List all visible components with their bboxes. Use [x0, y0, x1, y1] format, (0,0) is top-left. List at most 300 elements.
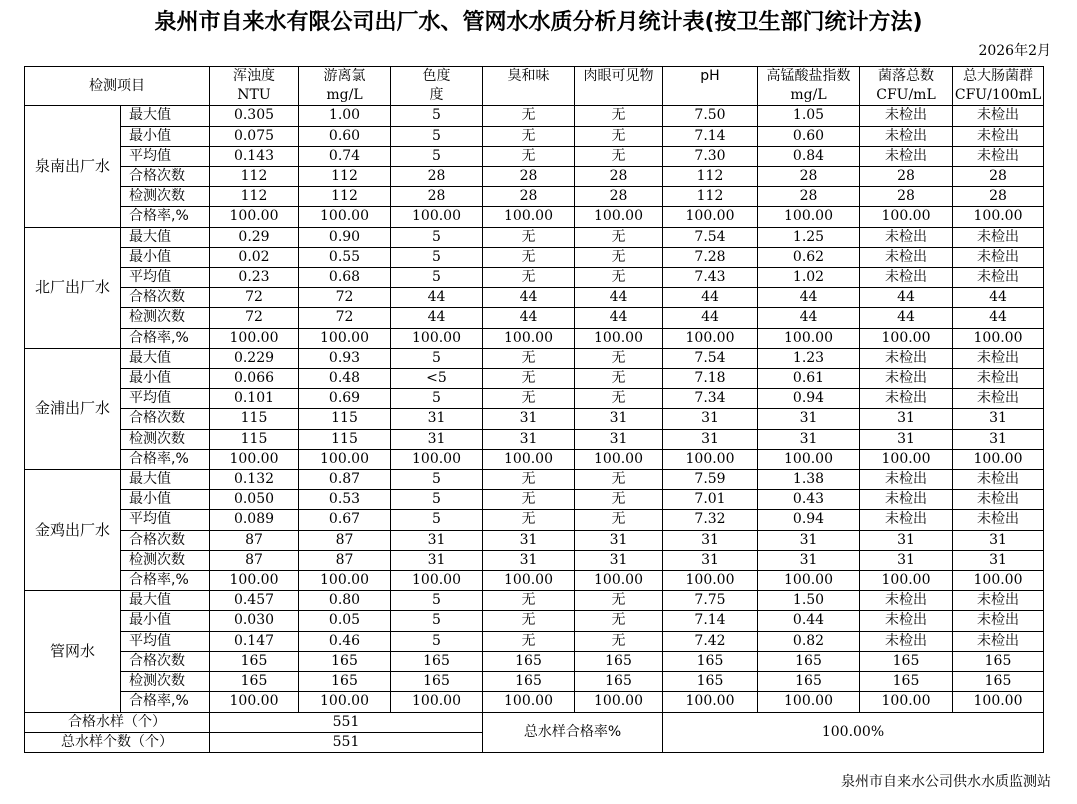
total-samples-value: 551	[210, 732, 483, 752]
data-cell: 未检出	[860, 227, 953, 247]
data-cell: 无	[483, 470, 575, 490]
data-cell: 5	[391, 126, 483, 146]
data-cell: 无	[575, 247, 663, 267]
data-cell: 0.62	[758, 247, 860, 267]
data-cell: 28	[953, 167, 1044, 187]
data-cell: 未检出	[953, 227, 1044, 247]
data-cell: 无	[575, 510, 663, 530]
data-cell: 7.43	[663, 268, 758, 288]
table-row	[25, 167, 1044, 187]
row-label: 检测次数	[121, 308, 210, 328]
data-cell: 100.00	[391, 449, 483, 469]
data-cell: 0.23	[210, 268, 299, 288]
data-cell: 44	[483, 308, 575, 328]
data-cell: 100.00	[860, 692, 953, 712]
data-cell: 未检出	[860, 470, 953, 490]
row-label: 最小值	[121, 490, 210, 510]
footer-station: 泉州市自来水公司供水水质监测站	[841, 774, 1051, 790]
data-cell: 100.00	[299, 207, 391, 227]
data-cell: 0.90	[299, 227, 391, 247]
data-cell: 31	[391, 530, 483, 550]
data-cell: 5	[391, 227, 483, 247]
table-row	[25, 288, 1044, 308]
row-label: 最大值	[121, 227, 210, 247]
data-cell: 100.00	[575, 449, 663, 469]
data-cell: 0.02	[210, 247, 299, 267]
data-cell: 112	[299, 167, 391, 187]
col-unit-odor	[483, 86, 575, 106]
data-cell: 31	[575, 550, 663, 570]
data-cell: 112	[663, 167, 758, 187]
table-row	[25, 490, 1044, 510]
data-cell: 100.00	[391, 692, 483, 712]
summary-row-qualified	[25, 712, 1044, 732]
data-cell: 无	[483, 227, 575, 247]
data-cell: 无	[575, 227, 663, 247]
data-cell: 无	[483, 631, 575, 651]
col-unit-turbidity: NTU	[210, 86, 299, 106]
data-cell: 44	[953, 288, 1044, 308]
table-row	[25, 207, 1044, 227]
data-cell: 7.30	[663, 146, 758, 166]
data-cell: 28	[483, 167, 575, 187]
data-cell: 165	[758, 672, 860, 692]
data-cell: 0.229	[210, 348, 299, 368]
data-cell: 72	[299, 308, 391, 328]
data-cell: 0.82	[758, 631, 860, 651]
table-row	[25, 571, 1044, 591]
data-cell: 100.00	[210, 207, 299, 227]
data-cell: 31	[575, 530, 663, 550]
data-cell: 未检出	[953, 369, 1044, 389]
col-header-visible-matter: 肉眼可见物	[575, 67, 663, 87]
data-cell: 31	[663, 429, 758, 449]
col-header-ph: pH	[663, 67, 758, 87]
data-cell: 165	[860, 651, 953, 671]
table-row	[25, 369, 1044, 389]
data-cell: 0.066	[210, 369, 299, 389]
data-cell: 0.55	[299, 247, 391, 267]
data-cell: 100.00	[483, 207, 575, 227]
data-cell: 100.00	[210, 328, 299, 348]
data-cell: 100.00	[953, 328, 1044, 348]
data-cell: 31	[391, 550, 483, 570]
data-cell: 165	[210, 672, 299, 692]
report-title: 泉州市自来水有限公司出厂水、管网水水质分析月统计表(按卫生部门统计方法)	[154, 10, 923, 35]
data-cell: 无	[575, 348, 663, 368]
data-cell: 未检出	[860, 369, 953, 389]
data-cell: 未检出	[860, 490, 953, 510]
data-cell: 31	[483, 409, 575, 429]
data-cell: 100.00	[758, 692, 860, 712]
data-cell: 未检出	[860, 126, 953, 146]
data-cell: 31	[391, 429, 483, 449]
group-label: 泉南出厂水	[25, 106, 121, 227]
data-cell: 未检出	[953, 470, 1044, 490]
data-cell: 无	[483, 126, 575, 146]
data-cell: 100.00	[210, 571, 299, 591]
report-date: 2026年2月	[978, 43, 1051, 59]
data-cell: 未检出	[953, 106, 1044, 126]
data-cell: 未检出	[953, 389, 1044, 409]
data-cell: 未检出	[860, 611, 953, 631]
row-label: 合格率,%	[121, 328, 210, 348]
data-cell: 1.00	[299, 106, 391, 126]
data-cell: 100.00	[299, 449, 391, 469]
data-cell: 87	[210, 530, 299, 550]
group-label: 金鸡出厂水	[25, 470, 121, 591]
data-cell: 100.00	[953, 449, 1044, 469]
data-cell: 28	[860, 187, 953, 207]
data-cell: 100.00	[953, 692, 1044, 712]
data-cell: 165	[953, 651, 1044, 671]
table-row	[25, 631, 1044, 651]
data-cell: 未检出	[860, 106, 953, 126]
data-cell: 0.53	[299, 490, 391, 510]
table-row	[25, 449, 1044, 469]
water-quality-table	[24, 66, 1044, 753]
data-cell: 7.14	[663, 126, 758, 146]
data-cell: 5	[391, 106, 483, 126]
table-row	[25, 409, 1044, 429]
data-cell: 100.00	[391, 207, 483, 227]
data-cell: 5	[391, 146, 483, 166]
row-label: 平均值	[121, 268, 210, 288]
data-cell: 7.50	[663, 106, 758, 126]
data-cell: 0.305	[210, 106, 299, 126]
data-cell: 0.46	[299, 631, 391, 651]
table-row	[25, 470, 1044, 490]
data-cell: 165	[299, 651, 391, 671]
data-cell: 0.67	[299, 510, 391, 530]
data-cell: 5	[391, 631, 483, 651]
data-cell: 100.00	[758, 571, 860, 591]
data-cell: 7.34	[663, 389, 758, 409]
data-cell: 112	[299, 187, 391, 207]
data-cell: 0.143	[210, 146, 299, 166]
table-row	[25, 651, 1044, 671]
data-cell: 未检出	[860, 510, 953, 530]
data-cell: 100.00	[860, 328, 953, 348]
data-cell: 31	[758, 409, 860, 429]
data-cell: 28	[860, 167, 953, 187]
data-cell: 44	[575, 308, 663, 328]
data-cell: 0.93	[299, 348, 391, 368]
data-cell: 无	[575, 369, 663, 389]
data-cell: 100.00	[860, 207, 953, 227]
total-samples-label: 总水样个数（个）	[25, 732, 210, 752]
data-cell: 0.94	[758, 389, 860, 409]
data-cell: 无	[483, 106, 575, 126]
row-label: 合格率,%	[121, 692, 210, 712]
data-cell: 无	[483, 490, 575, 510]
data-cell: 0.43	[758, 490, 860, 510]
data-cell: 无	[483, 348, 575, 368]
data-cell: 28	[575, 187, 663, 207]
header-row-names	[25, 67, 1044, 87]
data-cell: 115	[210, 409, 299, 429]
data-cell: 100.00	[860, 571, 953, 591]
data-cell: 31	[483, 530, 575, 550]
data-cell: 31	[575, 429, 663, 449]
row-label: 合格率,%	[121, 571, 210, 591]
data-cell: 28	[391, 187, 483, 207]
data-cell: 未检出	[860, 389, 953, 409]
data-cell: 0.132	[210, 470, 299, 490]
data-cell: 未检出	[953, 490, 1044, 510]
data-cell: 未检出	[953, 247, 1044, 267]
data-cell: 1.23	[758, 348, 860, 368]
data-cell: 31	[953, 409, 1044, 429]
table-row	[25, 611, 1044, 631]
data-cell: 100.00	[483, 449, 575, 469]
data-cell: 7.14	[663, 611, 758, 631]
data-cell: 100.00	[758, 449, 860, 469]
data-cell: 无	[575, 470, 663, 490]
data-cell: 无	[483, 268, 575, 288]
data-cell: 无	[575, 389, 663, 409]
table-row	[25, 672, 1044, 692]
table-row	[25, 268, 1044, 288]
data-cell: 未检出	[860, 247, 953, 267]
col-header-free-chlorine: 游离氯	[299, 67, 391, 87]
data-cell: 5	[391, 268, 483, 288]
data-cell: 165	[575, 651, 663, 671]
data-cell: 44	[953, 308, 1044, 328]
row-label: 平均值	[121, 146, 210, 166]
data-cell: 7.01	[663, 490, 758, 510]
data-cell: 31	[483, 550, 575, 570]
row-label: 平均值	[121, 631, 210, 651]
table-row	[25, 247, 1044, 267]
data-cell: 5	[391, 490, 483, 510]
data-cell: 无	[575, 106, 663, 126]
data-cell: 无	[575, 268, 663, 288]
data-cell: 100.00	[575, 692, 663, 712]
data-cell: 31	[758, 429, 860, 449]
data-cell: 无	[575, 631, 663, 651]
row-label: 最小值	[121, 247, 210, 267]
data-cell: 未检出	[953, 611, 1044, 631]
data-cell: 44	[391, 288, 483, 308]
data-cell: 31	[953, 550, 1044, 570]
data-cell: 165	[860, 672, 953, 692]
data-cell: 100.00	[758, 207, 860, 227]
row-label: 合格次数	[121, 530, 210, 550]
table-row	[25, 146, 1044, 166]
data-cell: 31	[663, 530, 758, 550]
data-cell: 165	[575, 672, 663, 692]
data-cell: 未检出	[953, 591, 1044, 611]
data-cell: 100.00	[663, 571, 758, 591]
data-cell: 无	[483, 591, 575, 611]
col-unit-visible-matter	[575, 86, 663, 106]
data-cell: 87	[299, 530, 391, 550]
data-cell: 未检出	[953, 510, 1044, 530]
data-cell: 87	[210, 550, 299, 570]
data-cell: 0.69	[299, 389, 391, 409]
row-label: 最小值	[121, 126, 210, 146]
group-label: 北厂出厂水	[25, 227, 121, 348]
data-cell: 0.87	[299, 470, 391, 490]
row-label: 检测次数	[121, 187, 210, 207]
data-cell: 31	[575, 409, 663, 429]
data-cell: 7.32	[663, 510, 758, 530]
data-cell: 5	[391, 470, 483, 490]
data-cell: 44	[860, 308, 953, 328]
row-label: 合格次数	[121, 288, 210, 308]
data-cell: 28	[483, 187, 575, 207]
row-label: 检测次数	[121, 672, 210, 692]
table-row	[25, 692, 1044, 712]
data-cell: 112	[210, 167, 299, 187]
data-cell: 44	[483, 288, 575, 308]
data-cell: 100.00	[953, 207, 1044, 227]
col-header-color: 色度	[391, 67, 483, 87]
data-cell: 100.00	[483, 571, 575, 591]
overall-rate-value: 100.00%	[663, 712, 1044, 752]
data-cell: 7.75	[663, 591, 758, 611]
data-cell: 无	[483, 369, 575, 389]
data-cell: 72	[210, 288, 299, 308]
data-cell: 165	[210, 651, 299, 671]
row-label: 最大值	[121, 591, 210, 611]
data-cell: 100.00	[663, 207, 758, 227]
data-cell: 0.29	[210, 227, 299, 247]
data-cell: 44	[663, 288, 758, 308]
table-row	[25, 227, 1044, 247]
table-row	[25, 328, 1044, 348]
data-cell: 5	[391, 389, 483, 409]
data-cell: 72	[299, 288, 391, 308]
data-cell: 0.101	[210, 389, 299, 409]
data-cell: 28	[758, 187, 860, 207]
data-cell: 165	[483, 651, 575, 671]
data-cell: 115	[210, 429, 299, 449]
row-label: 最小值	[121, 611, 210, 631]
data-cell: 100.00	[953, 571, 1044, 591]
qualified-samples-label: 合格水样（个）	[25, 712, 210, 732]
data-cell: 44	[758, 308, 860, 328]
data-cell: 44	[860, 288, 953, 308]
data-cell: 115	[299, 409, 391, 429]
table-row	[25, 429, 1044, 449]
data-cell: 0.80	[299, 591, 391, 611]
data-cell: 100.00	[210, 449, 299, 469]
data-cell: 1.25	[758, 227, 860, 247]
data-cell: 无	[483, 247, 575, 267]
data-cell: 5	[391, 348, 483, 368]
data-cell: 1.02	[758, 268, 860, 288]
data-cell: 100.00	[391, 328, 483, 348]
data-cell: 0.147	[210, 631, 299, 651]
data-cell: 28	[575, 167, 663, 187]
data-cell: 100.00	[575, 207, 663, 227]
data-cell: 未检出	[860, 268, 953, 288]
data-cell: 5	[391, 247, 483, 267]
data-cell: 7.54	[663, 227, 758, 247]
data-cell: 31	[860, 550, 953, 570]
data-cell: 72	[210, 308, 299, 328]
table-row	[25, 308, 1044, 328]
row-label: 合格次数	[121, 651, 210, 671]
data-cell: 未检出	[860, 591, 953, 611]
data-cell: 165	[483, 672, 575, 692]
row-label: 合格率,%	[121, 449, 210, 469]
data-cell: 7.42	[663, 631, 758, 651]
data-cell: 28	[953, 187, 1044, 207]
data-cell: 1.05	[758, 106, 860, 126]
row-label: 最小值	[121, 369, 210, 389]
data-cell: 1.50	[758, 591, 860, 611]
data-cell: 100.00	[483, 692, 575, 712]
table-row	[25, 591, 1044, 611]
data-cell: 0.94	[758, 510, 860, 530]
data-cell: 112	[663, 187, 758, 207]
col-header-turbidity: 浑浊度	[210, 67, 299, 87]
data-cell: 100.00	[483, 328, 575, 348]
col-header-coliform: 总大肠菌群	[953, 67, 1044, 87]
data-cell: 0.075	[210, 126, 299, 146]
overall-rate-label: 总水样合格率%	[483, 712, 663, 752]
data-cell: 未检出	[860, 631, 953, 651]
data-cell: 112	[210, 187, 299, 207]
data-cell: 0.44	[758, 611, 860, 631]
data-cell: 44	[758, 288, 860, 308]
data-cell: 100.00	[299, 328, 391, 348]
data-cell: 165	[758, 651, 860, 671]
data-cell: 0.050	[210, 490, 299, 510]
row-label: 检测次数	[121, 550, 210, 570]
data-cell: 未检出	[860, 348, 953, 368]
data-cell: 100.00	[663, 328, 758, 348]
data-cell: 100.00	[663, 692, 758, 712]
data-cell: 无	[483, 611, 575, 631]
row-label: 最大值	[121, 470, 210, 490]
data-cell: 100.00	[210, 692, 299, 712]
data-cell: 100.00	[663, 449, 758, 469]
group-label: 管网水	[25, 591, 121, 712]
data-cell: 31	[860, 530, 953, 550]
col-unit-free-chlorine: mg/L	[299, 86, 391, 106]
data-cell: 无	[575, 146, 663, 166]
table-row	[25, 187, 1044, 207]
data-cell: 0.68	[299, 268, 391, 288]
table-row	[25, 550, 1044, 570]
row-label: 检测次数	[121, 429, 210, 449]
table-row	[25, 106, 1044, 126]
data-cell: 115	[299, 429, 391, 449]
data-cell: 28	[391, 167, 483, 187]
data-cell: 31	[860, 409, 953, 429]
data-cell: 7.18	[663, 369, 758, 389]
data-cell: 44	[575, 288, 663, 308]
row-label: 最大值	[121, 348, 210, 368]
group-label: 金浦出厂水	[25, 348, 121, 469]
data-cell: 165	[391, 672, 483, 692]
qualified-samples-value: 551	[210, 712, 483, 732]
col-unit-permanganate: mg/L	[758, 86, 860, 106]
table-row	[25, 530, 1044, 550]
data-cell: 31	[663, 550, 758, 570]
data-cell: 7.59	[663, 470, 758, 490]
data-cell: 未检出	[953, 348, 1044, 368]
data-cell: 0.74	[299, 146, 391, 166]
data-cell: 未检出	[953, 146, 1044, 166]
data-cell: 未检出	[953, 631, 1044, 651]
row-label: 平均值	[121, 389, 210, 409]
data-cell: 165	[953, 672, 1044, 692]
